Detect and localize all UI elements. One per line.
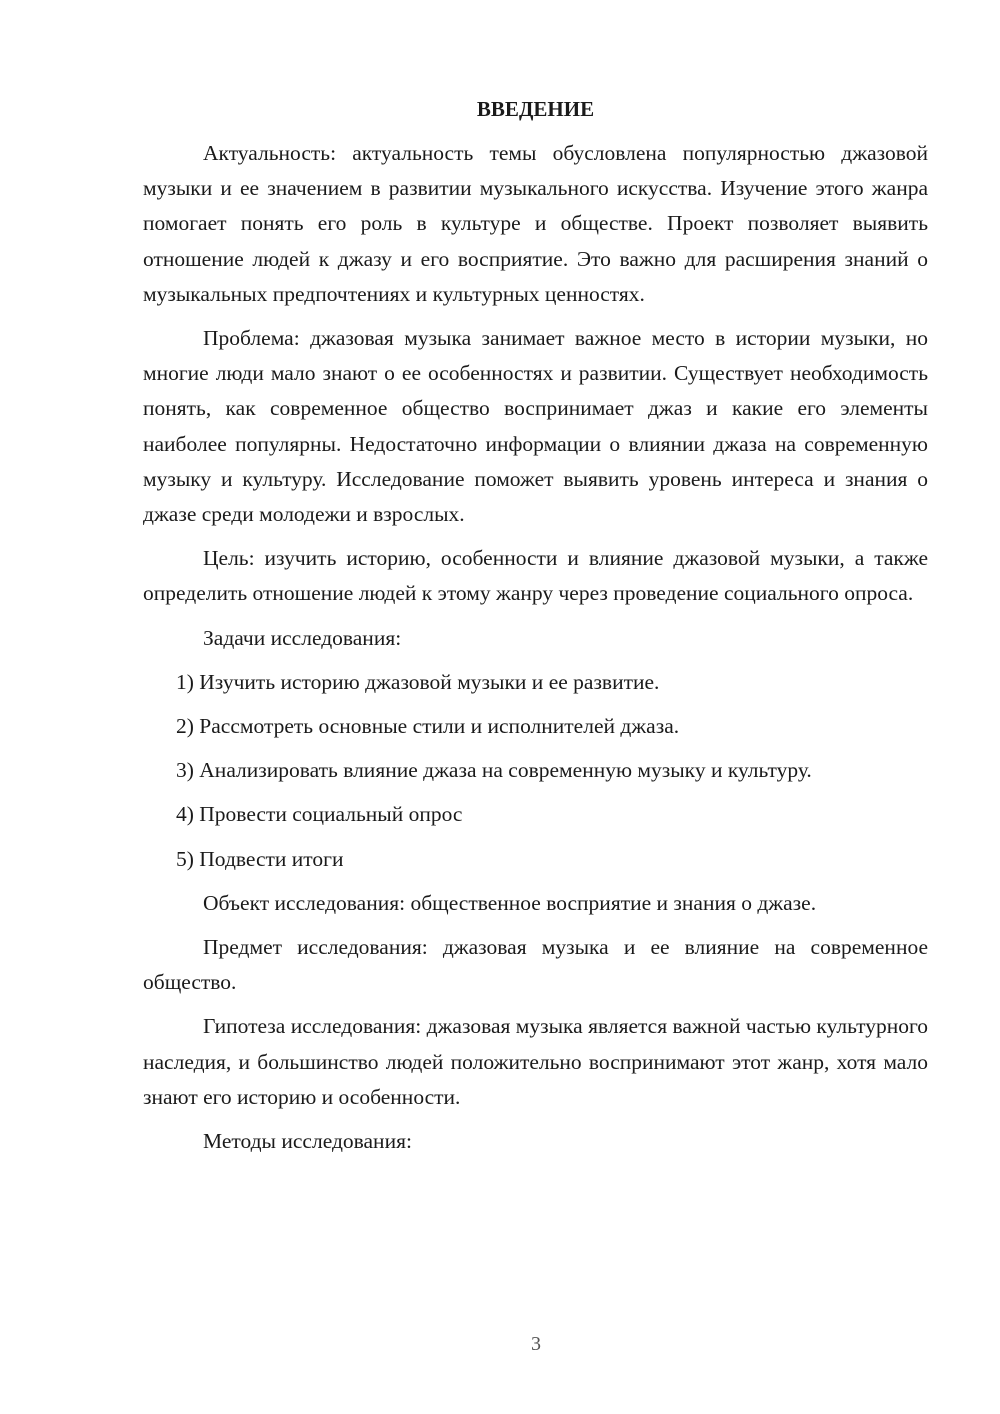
task-item: 1) Изучить историю джазовой музыки и ее развитие. bbox=[176, 669, 660, 694]
task-item: 2) Рассмотреть основные стили и исполнителей джаза. bbox=[176, 714, 680, 739]
object-paragraph: Объект исследования: общественное восприятие и знания о джазе. bbox=[203, 890, 817, 915]
task-item: 5) Подвести итоги bbox=[176, 846, 344, 871]
page-number: 3 bbox=[531, 1333, 541, 1355]
tasks-list bbox=[143, 665, 928, 877]
document-title: ВВЕДЕНИЕ bbox=[476, 97, 595, 121]
hypothesis-paragraph: Гипотеза исследования: джазовая музыка является важной частью культурного наследия, и большинство людей положительно воспринимают этот жанр, хотя мало знают его историю и особенности. bbox=[143, 1014, 928, 1109]
task-item: 3) Анализировать влияние джаза на современную музыку и культуру. bbox=[176, 758, 812, 783]
methods-heading: Методы исследования: bbox=[203, 1129, 412, 1154]
tasks-heading: Задачи исследования: bbox=[203, 625, 402, 650]
problem-paragraph: Проблема: джазовая музыка занимает важное место в истории музыки, но многие люди мало знают о ее особенностях и развитии. Существует необходимость понять, как современное общество воспринимает джаз и какие его элементы наиболее популярны. Недостаточно информации о влиянии джаза на современную музыку и культуру. Исследование поможет выявить уровень интереса и знания о джазе среди молодежи и взрослых. bbox=[143, 326, 928, 527]
subject-paragraph: Предмет исследования: джазовая музыка и ее влияние на современное общество. bbox=[143, 935, 928, 995]
relevance-paragraph: Актуальность: актуальность темы обусловлена популярностью джазовой музыки и ее значением в развитии музыкального искусства. Изучение этого жанра помогает понять его роль в культуре и обществе. Проект позволяет выявить отношение людей к джазу и его восприятие. Это важно для расширения знаний о музыкальных предпочтениях и культурных ценностях. bbox=[143, 141, 928, 306]
document-page bbox=[143, 92, 928, 1168]
task-item: 4) Провести социальный опрос bbox=[176, 802, 463, 827]
goal-paragraph: Цель: изучить историю, особенности и влияние джазовой музыки, а также определить отношение людей к этому жанру через проведение социального опроса. bbox=[143, 546, 928, 606]
